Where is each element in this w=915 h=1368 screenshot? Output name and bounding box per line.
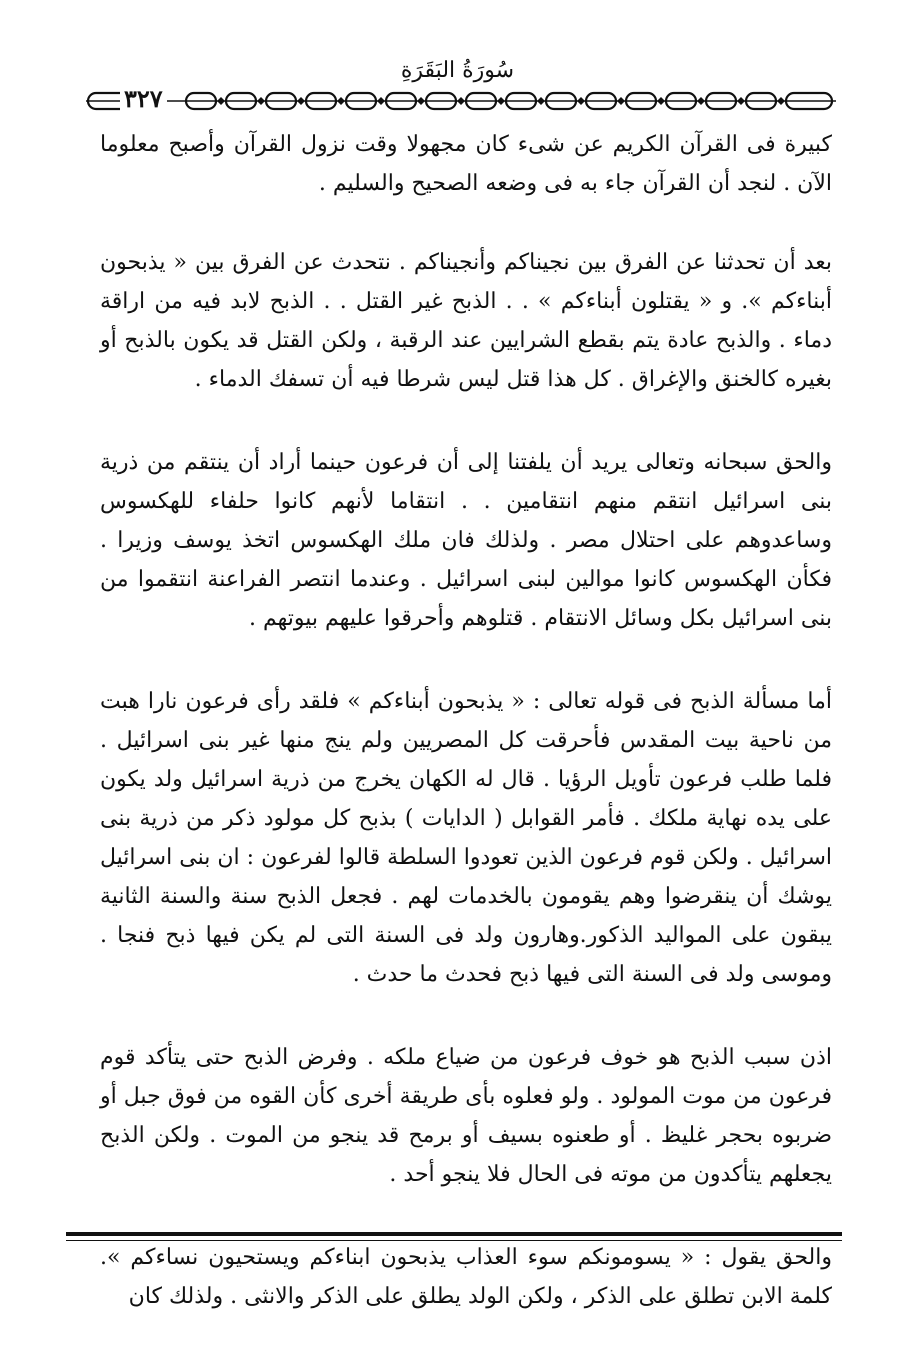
footer-rule <box>66 1232 842 1236</box>
paragraph-3: والحق سبحانه وتعالى يريد أن يلفتنا إلى أن فرعون حينما أراد أن ينتقم من ذرية بنى اسرائيل انتقم منهم انتقامين . . انتقاما لأنهم كانوا حلفاء للهكسوس وساعدوهم على احتلال مصر . ولذلك فان ملك الهكسوس اتخذ يوسف وزيرا . فكأن الهكسوس كانوا موالين لبنى اسرائيل . وعندما انتصر الفراعنة انتقموا من بنى اسرائيل بكل وسائل الانتقام . قتلوهم وأحرقوا عليهم بيوتهم . <box>100 450 832 631</box>
paragraph-5: اذن سبب الذبح هو خوف فرعون من ضياع ملكه . وفرض الذبح حتى يتأكد قوم فرعون من موت المولود . ولو فعلوه بأى طريقة أخرى كأن القوه من فوق جبل أو ضربوه بحجر غليظ . أو طعنوه بسيف أو برمح قد ينجو من الموت . ولكن الذبح يجعلهم يتأكدون من موته فى الحال فلا ينجو أحد . <box>100 1045 832 1187</box>
surah-title: سُورَةُ البَقَرَةِ <box>400 58 515 83</box>
paragraph-2: بعد أن تحدثنا عن الفرق بين نجيناكم وأنجيناكم . نتحدث عن الفرق بين « يذبحون أبناءكم ». و « يقتلون أبناءكم » . . الذبح غير القتل . . الذبح لابد فيه من اراقة دماء . والذبح عادة يتم بقطع الشرايين عند الرقبة ، ولكن القتل قد يكون بالذبح أو بغيره كالخنق والإغراق . كل هذا قتل ليس شرطا فيه أن تسفك الدماء . <box>100 250 832 392</box>
paragraph-4: أما مسألة الذبح فى قوله تعالى : « يذبحون أبناءكم » فلقد رأى فرعون نارا هبت من ناحية بيت المقدس فأحرقت كل المصريين ولم ينج منها غير بنى اسرائيل . فلما طلب فرعون تأويل الرؤيا . قال له الكهان يخرج من ذرية اسرائيل ولد يكون على يده نهاية ملكك . فأمر القوابل ( الدايات ) بذبح كل مولود ذكر من ذرية بنى اسرائيل . ولكن قوم فرعون الذين تعودوا السلطة قالوا لفرعون : ان بنى اسرائيل يوشك أن ينقرضوا وهم يقومون بالخدمات لهم . فجعل الذبح سنة والسنة الثانية يبقون على المواليد الذكور.وهارون ولد فى السنة التى لم يكن فيها ذبح فنجا . وموسى ولد فى السنة التى فيها ذبح فحدث ما حدث . <box>100 689 832 987</box>
paragraph-6: والحق يقول : « يسومونكم سوء العذاب يذبحون ابناءكم ويستحيون نساءكم ». كلمة الابن تطلق على الذكر ، ولكن الولد يطلق على الذكر والانثى . ولذلك كان <box>100 1245 832 1309</box>
ornamental-header-band <box>86 88 836 114</box>
page-number: ٣٢٧ <box>120 84 167 113</box>
footer-rule-thin <box>66 1240 842 1241</box>
body-text <box>100 125 832 1360</box>
paragraph-1: كبيرة فى القرآن الكريم عن شىء كان مجهولا وقت نزول القرآن وأصبح معلوما الآن . لنجد أن القرآن جاء به فى وضعه الصحيح والسليم . <box>100 132 832 196</box>
